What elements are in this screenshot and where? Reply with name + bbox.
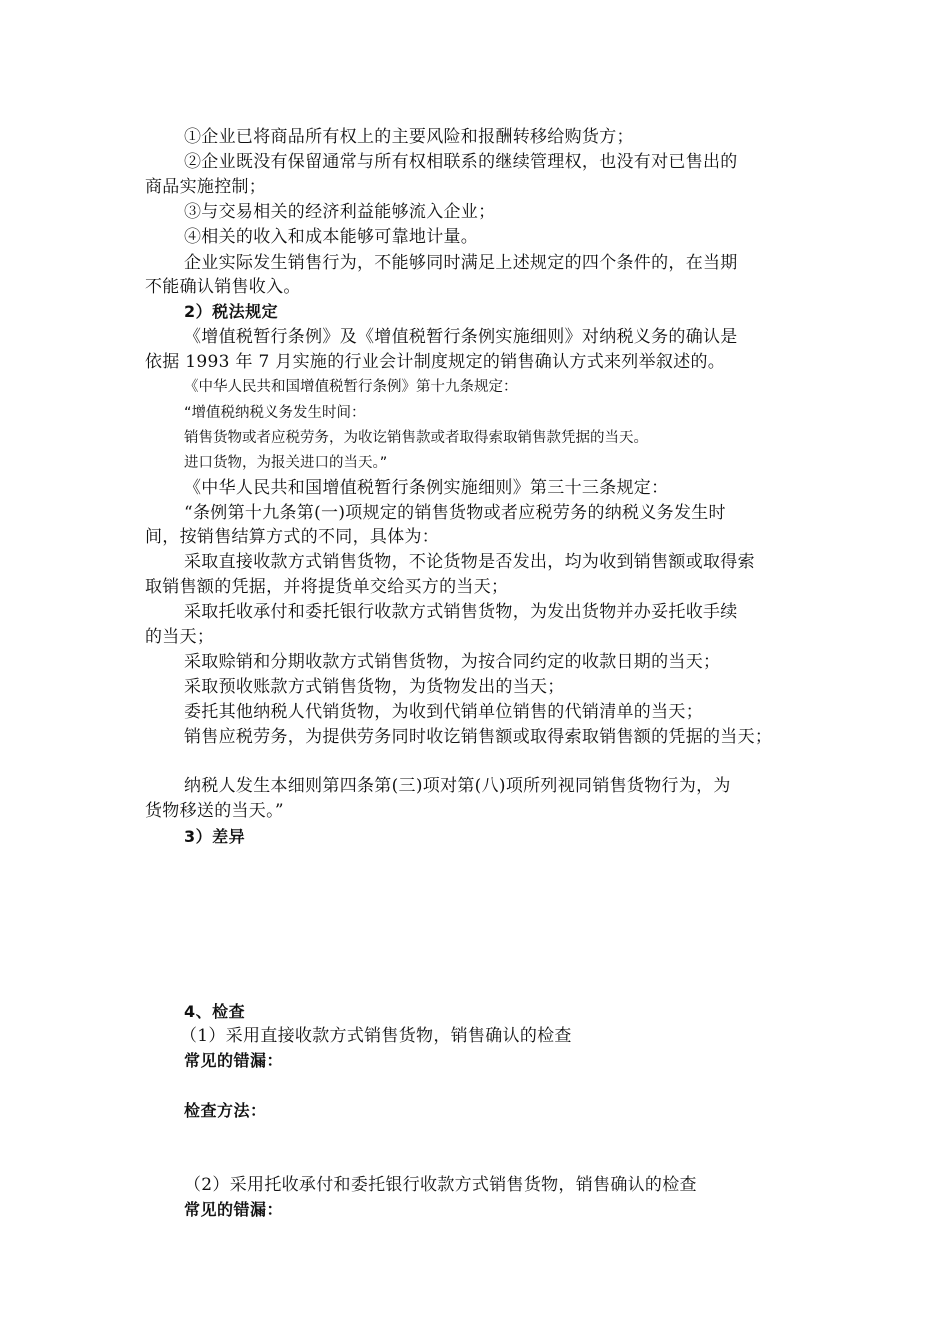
rule-consignment: 委托其他纳税人代销货物，为收到代销单位销售的代销清单的当天； xyxy=(184,702,703,722)
rule-direct-collection: 采取直接收款方式销售货物，不论货物是否发出，均为收到销售额或取得索 xyxy=(184,552,755,572)
rule-collection-acceptance: 采取托收承付和委托银行收款方式销售货物，为发出货物并办妥托收手续 xyxy=(184,602,738,622)
rule-deemed-sales-cont: 货物移送的当天。” xyxy=(145,801,284,821)
rules-article-33-intro: “条例第十九条第(一)项规定的销售货物或者应税劳务的纳税义务发生时 xyxy=(184,503,726,523)
heading-differences: 3）差异 xyxy=(184,827,246,846)
paragraph-tax-law: 《增值税暂行条例》及《增值税暂行条例实施细则》对纳税义务的确认是 xyxy=(184,327,738,347)
rule-direct-collection-cont: 取销售额的凭据，并将提货单交给买方的当天； xyxy=(145,577,509,597)
regulation-article-19-line-3: 进口货物，为报关进口的当天。” xyxy=(184,455,388,471)
paragraph-tax-law-cont: 依据 1993 年 7 月实施的行业会计制度规定的销售确认方式来列举叙述的。 xyxy=(145,352,726,372)
condition-3: ③与交易相关的经济利益能够流入企业； xyxy=(184,202,496,222)
inspection-item-2: （2）采用托收承付和委托银行收款方式销售货物，销售确认的检查 xyxy=(184,1175,697,1195)
common-errors-label-1: 常见的错漏： xyxy=(184,1051,284,1070)
paragraph-conditions-note: 企业实际发生销售行为，不能够同时满足上述规定的四个条件的，在当期 xyxy=(184,253,738,273)
inspection-item-1: （1）采用直接收款方式销售货物，销售确认的检查 xyxy=(180,1026,572,1046)
common-errors-label-2: 常见的错漏： xyxy=(184,1200,284,1219)
rule-taxable-services: 销售应税劳务，为提供劳务同时收讫销售额或取得索取销售额的凭据的当天； xyxy=(184,727,773,747)
rule-advance-receipt: 采取预收账款方式销售货物，为货物发出的当天； xyxy=(184,677,565,697)
condition-2: ②企业既没有保留通常与所有权相联系的继续管理权，也没有对已售出的 xyxy=(184,152,738,172)
condition-1: ①企业已将商品所有权上的主要风险和报酬转移给购货方； xyxy=(184,127,634,147)
regulation-article-19-line-2: 销售货物或者应税劳务，为收讫销售款或者取得索取销售款凭据的当天。 xyxy=(184,430,648,446)
rules-article-33-title: 《中华人民共和国增值税暂行条例实施细则》第三十三条规定： xyxy=(184,478,669,498)
condition-4: ④相关的收入和成本能够可靠地计量。 xyxy=(184,227,479,247)
heading-tax-law: 2）税法规定 xyxy=(184,302,279,321)
regulation-article-19-line-1: “增值税纳税义务发生时间： xyxy=(184,405,366,421)
paragraph-conditions-note-cont: 不能确认销售收入。 xyxy=(145,277,301,297)
heading-inspection: 4、检查 xyxy=(184,1002,246,1021)
rule-installment: 采取赊销和分期收款方式销售货物，为按合同约定的收款日期的当天； xyxy=(184,652,721,672)
rule-deemed-sales: 纳税人发生本细则第四条第(三)项对第(八)项所列视同销售货物行为，为 xyxy=(184,776,731,796)
inspection-method-label: 检查方法： xyxy=(184,1101,267,1120)
regulation-article-19-title: 《中华人民共和国增值税暂行条例》第十九条规定： xyxy=(184,379,518,395)
rule-collection-acceptance-cont: 的当天； xyxy=(145,627,215,647)
condition-2-cont: 商品实施控制； xyxy=(145,177,267,197)
rules-article-33-intro-cont: 间，按销售结算方式的不同，具体为： xyxy=(145,527,440,547)
